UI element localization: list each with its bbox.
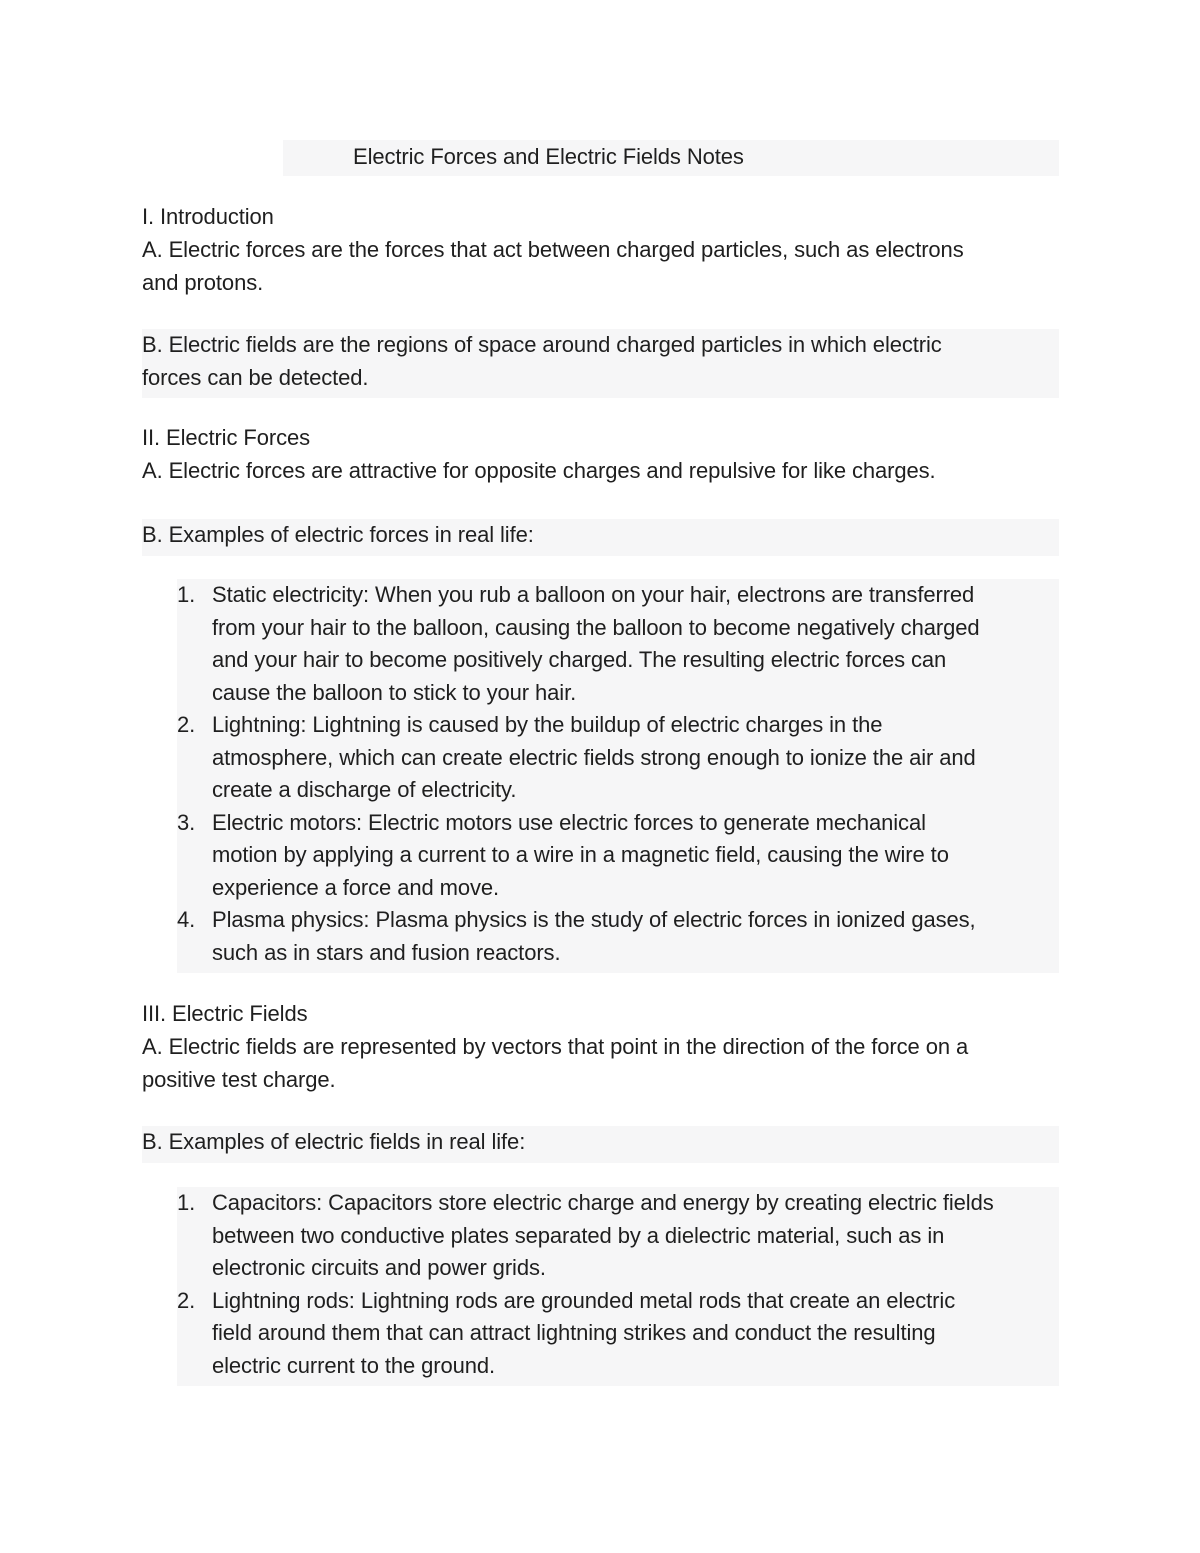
document-title: Electric Forces and Electric Fields Notes xyxy=(353,144,744,169)
paragraph-line: A. Electric forces are attractive for opposite charges and repulsive for like charges. xyxy=(142,458,936,483)
forces-examples-list xyxy=(177,579,1059,973)
fields-point-b xyxy=(142,1126,1059,1163)
list-line: Lightning rods: Lightning rods are grounded metal rods that create an electric xyxy=(212,1287,956,1313)
paragraph-line: B. Examples of electric fields in real life: xyxy=(142,1129,526,1154)
list-number: 1. xyxy=(177,1190,196,1215)
list-line: such as in stars and fusion reactors. xyxy=(212,939,561,965)
list-item xyxy=(177,904,1059,969)
list-number: 2. xyxy=(177,712,196,737)
paragraph-line: and protons. xyxy=(142,269,264,295)
list-item xyxy=(177,709,1059,807)
paragraph-line: positive test charge. xyxy=(142,1066,336,1092)
heading-text: I. Introduction xyxy=(142,204,274,229)
list-line: create a discharge of electricity. xyxy=(212,777,517,802)
list-item xyxy=(177,579,1059,709)
list-line: field around them that can attract lightning strikes and conduct the resulting xyxy=(212,1320,936,1345)
list-number: 3. xyxy=(177,809,196,835)
list-number: 4. xyxy=(177,907,196,932)
forces-point-a xyxy=(142,455,1059,488)
list-line: experience a force and move. xyxy=(212,874,500,900)
list-line: Plasma physics: Plasma physics is the study of electric forces in ionized gases, xyxy=(212,907,976,932)
heading-text: III. Electric Fields xyxy=(142,1001,308,1026)
list-line: from your hair to the balloon, causing the balloon to become negatively charged xyxy=(212,614,980,640)
list-line: Capacitors: Capacitors store electric charge and energy by creating electric fields xyxy=(212,1190,994,1215)
list-line: cause the balloon to stick to your hair. xyxy=(212,679,577,705)
list-line: Electric motors: Electric motors use electric forces to generate mechanical xyxy=(212,809,926,835)
section-heading-electric-fields xyxy=(142,998,1059,1031)
paragraph-line: forces can be detected. xyxy=(142,364,369,390)
list-line: Lightning: Lightning is caused by the buildup of electric charges in the xyxy=(212,712,883,737)
section-heading-introduction xyxy=(142,201,1059,234)
forces-point-b xyxy=(142,519,1059,556)
list-line: motion by applying a current to a wire in a magnetic field, causing the wire to xyxy=(212,842,949,867)
paragraph-line: B. Examples of electric forces in real life: xyxy=(142,522,534,547)
fields-examples-list xyxy=(177,1187,1059,1386)
list-item xyxy=(177,1285,1059,1383)
intro-point-b xyxy=(142,329,1059,398)
list-number: 2. xyxy=(177,1287,196,1313)
list-line: Static electricity: When you rub a balloon on your hair, electrons are transferred xyxy=(212,582,975,607)
list-line: electronic circuits and power grids. xyxy=(212,1255,546,1280)
paragraph-line: B. Electric fields are the regions of space around charged particles in which electric xyxy=(142,332,942,357)
heading-text: II. Electric Forces xyxy=(142,425,311,450)
list-item xyxy=(177,807,1059,905)
list-line: and your hair to become positively charged. The resulting electric forces can xyxy=(212,647,947,672)
section-heading-electric-forces xyxy=(142,422,1059,455)
list-line: atmosphere, which can create electric fields strong enough to ionize the air and xyxy=(212,744,976,770)
intro-point-a xyxy=(142,234,1059,299)
list-item xyxy=(177,1187,1059,1285)
list-line: between two conductive plates separated by a dielectric material, such as in xyxy=(212,1222,945,1248)
paragraph-line: A. Electric fields are represented by vectors that point in the direction of the force on a xyxy=(142,1034,969,1059)
list-number: 1. xyxy=(177,582,196,607)
fields-point-a xyxy=(142,1031,1059,1096)
list-line: electric current to the ground. xyxy=(212,1352,496,1378)
paragraph-line: A. Electric forces are the forces that act between charged particles, such as electrons xyxy=(142,237,964,262)
